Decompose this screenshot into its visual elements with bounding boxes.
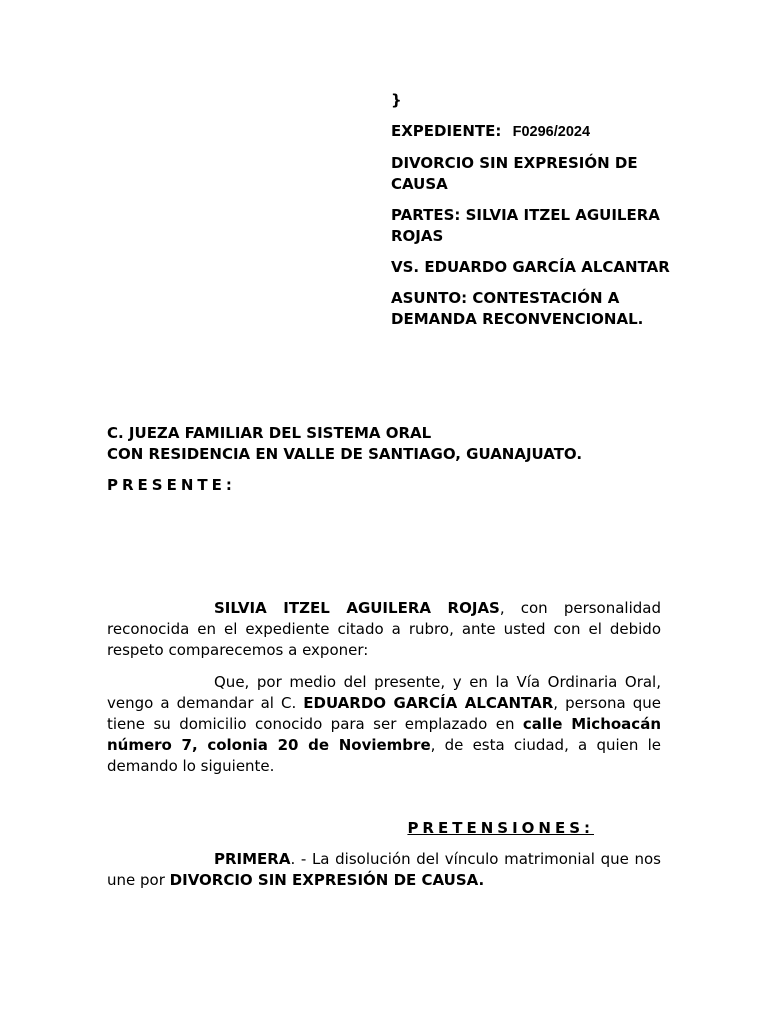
case-type: DIVORCIO SIN EXPRESIÓN DE CAUSA [391, 154, 638, 193]
pretensiones-heading [107, 818, 594, 839]
pretensiones-title: PRETENSIONES: [407, 819, 594, 837]
expediente-line [391, 121, 671, 143]
primera-label: PRIMERA [214, 850, 291, 868]
primera-text: . - La disolución del vínculo matrimonial que nos une por [107, 850, 661, 889]
defendant-address: calle Michoacán número 7, colonia 20 de Noviembre [107, 715, 662, 754]
expediente-number: F0296/2024 [512, 124, 591, 140]
intro-paragraph [107, 598, 661, 661]
presente-heading: PRESENTE: [107, 476, 236, 494]
case-parties: PARTES: SILVIA ITZEL AGUILERA ROJAS [391, 206, 660, 245]
case-subject: ASUNTO: CONTESTACIÓN A DEMANDA RECONVENCIONAL. [391, 289, 644, 328]
addressee-block [107, 423, 667, 465]
addressee-line-1: C. JUEZA FAMILIAR DEL SISTEMA ORAL [107, 424, 432, 442]
demand-text-2: , persona que tiene su domicilio conocido para ser emplazado en [107, 694, 661, 733]
intro-text: , con personalidad reconocida en el expediente citado a rubro, ante usted con el debido respeto comparecemos a exponer: [107, 599, 661, 659]
primera-bold-end: DIVORCIO SIN EXPRESIÓN DE CAUSA. [169, 871, 485, 889]
demand-paragraph [107, 672, 661, 777]
case-header [391, 90, 671, 340]
plaintiff-name: SILVIA ITZEL AGUILERA ROJAS [214, 599, 500, 617]
expediente-label: EXPEDIENTE: [391, 122, 502, 140]
case-opponent: VS. EDUARDO GARCÍA ALCANTAR [391, 258, 670, 276]
demand-text-3: , de esta ciudad, a quien le demando lo siguiente. [107, 736, 662, 775]
stray-brace: } [391, 91, 402, 109]
primera-paragraph [107, 849, 661, 891]
demand-text-1: Que, por medio del presente, y en la Vía Ordinaria Oral, vengo a demandar al C. [107, 673, 661, 712]
defendant-name: EDUARDO GARCÍA ALCANTAR [303, 694, 554, 712]
addressee-line-2: CON RESIDENCIA EN VALLE DE SANTIAGO, GUANAJUATO. [107, 445, 583, 463]
